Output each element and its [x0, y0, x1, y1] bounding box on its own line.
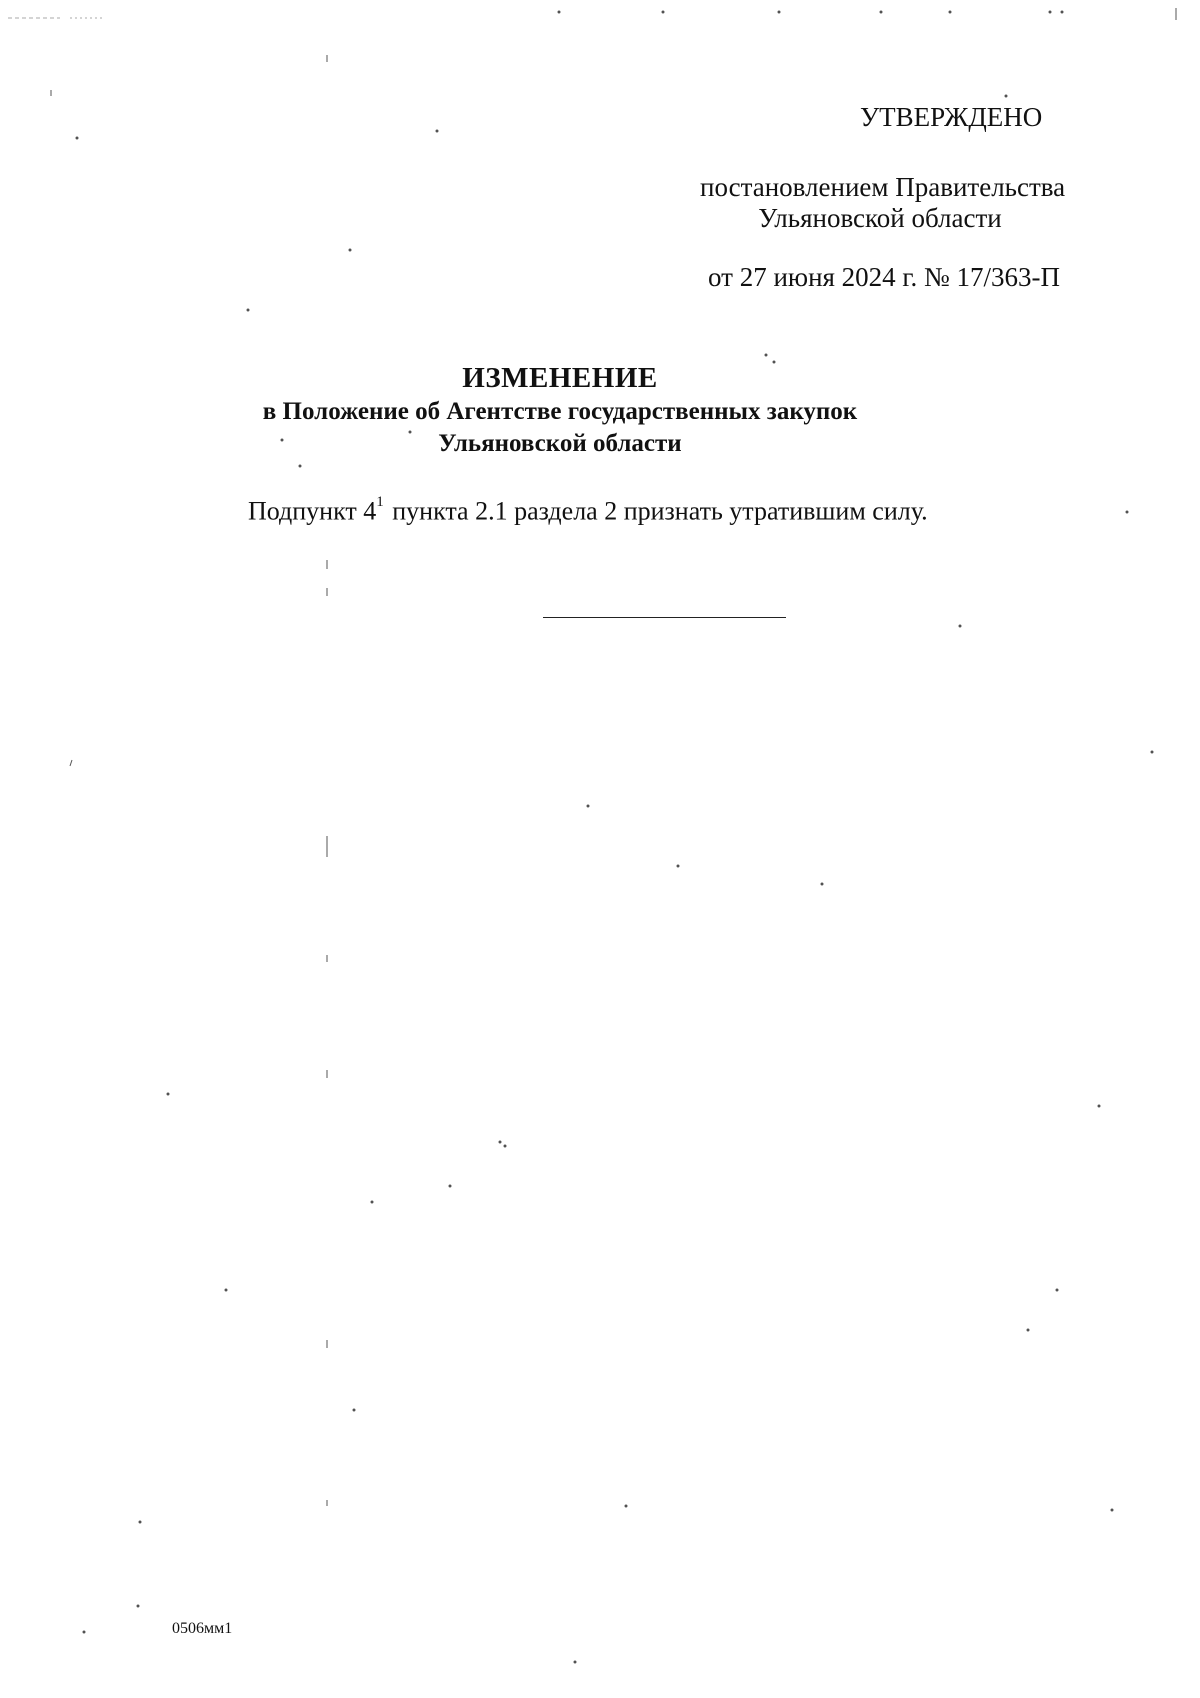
footer-code: 0506мм1: [172, 1620, 233, 1637]
heading-subtitle-line-1: в Положение об Агентстве государственных закупок: [262, 398, 858, 425]
approval-authority-line-2: Ульяновской области: [758, 203, 1002, 233]
approval-title: УТВЕРЖДЕНО: [860, 102, 1043, 132]
body-paragraph: [248, 490, 928, 528]
approval-authority: [700, 172, 1066, 234]
body-superscript: 1: [376, 494, 384, 510]
heading-subtitle-line-2: Ульяновской области: [438, 430, 682, 457]
end-divider-line: [543, 617, 786, 618]
body-text-end: пункта 2.1 раздела 2 признать утратившим силу.: [385, 496, 928, 526]
approval-authority-line-1: постановлением Правительства: [700, 172, 1066, 202]
approval-date-number: от 27 июня 2024 г. № 17/363-П: [708, 262, 1060, 292]
document-heading: [200, 362, 920, 460]
body-text-start: Подпункт 4: [248, 496, 377, 526]
heading-title: ИЗМЕНЕНИЕ: [462, 362, 658, 394]
